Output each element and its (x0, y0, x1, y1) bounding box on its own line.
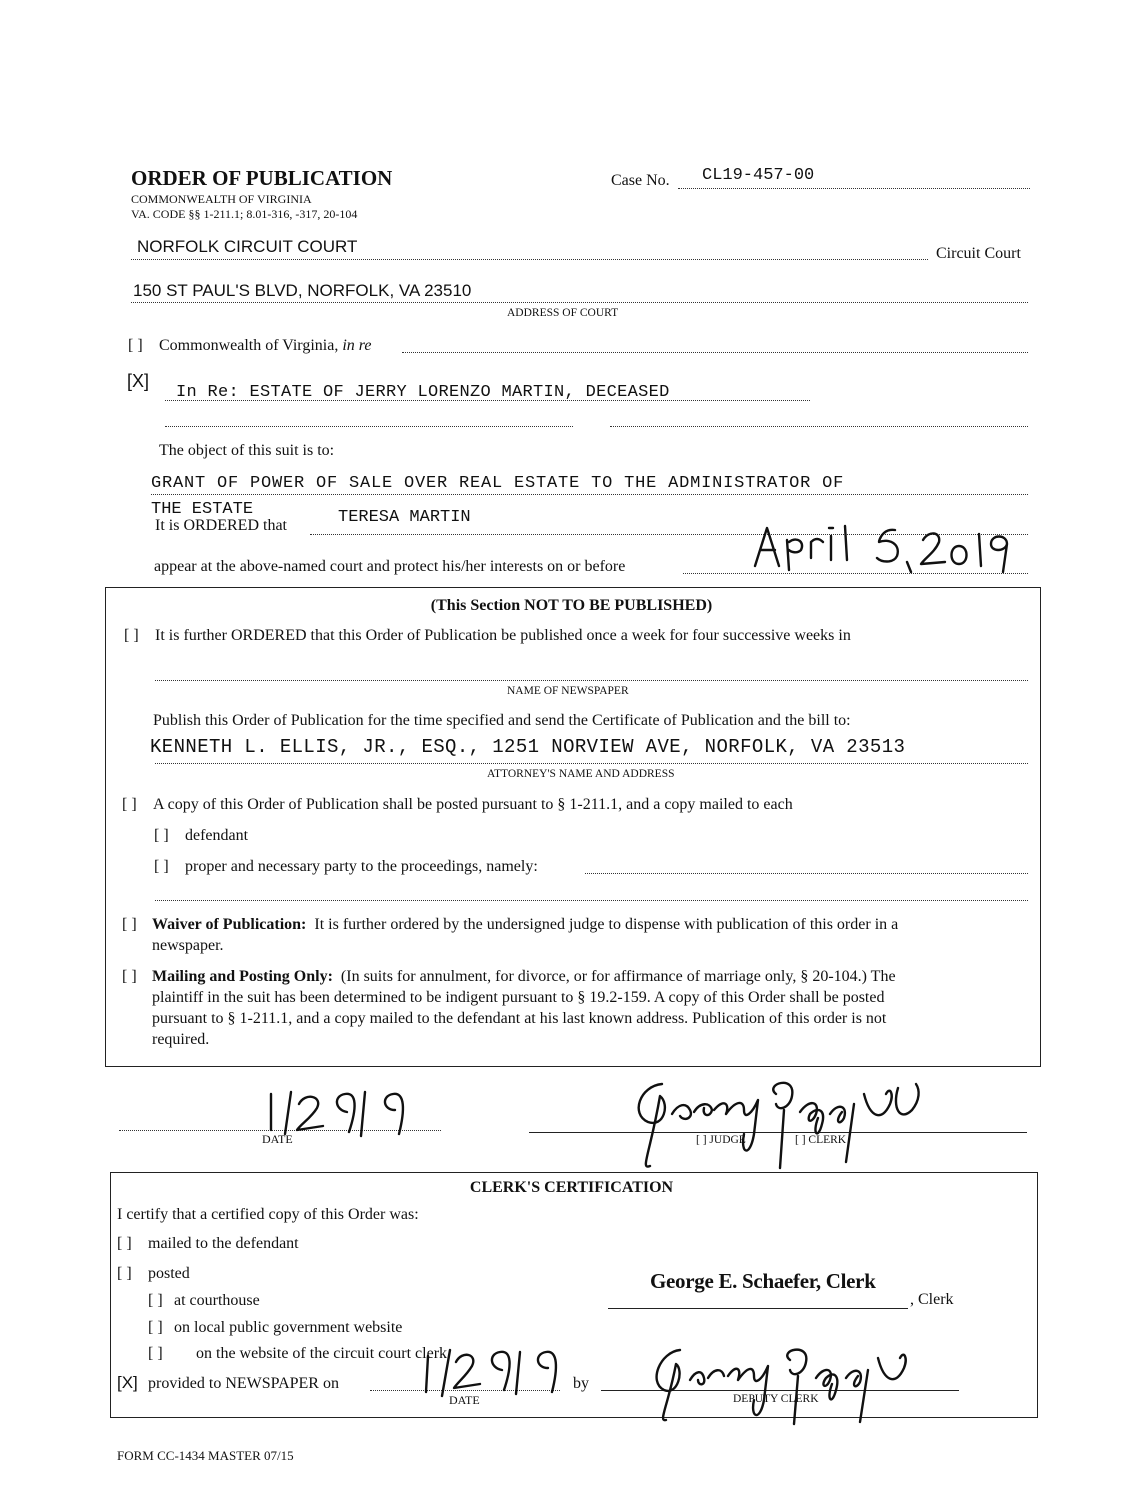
in-re-line2b (610, 426, 1028, 427)
commonwealth-label: COMMONWEALTH OF VIRGINIA (131, 192, 312, 206)
court-address[interactable]: 150 ST PAUL'S BLVD, NORFOLK, VA 23510 (133, 281, 472, 300)
object-line1[interactable]: GRANT OF POWER OF SALE OVER REAL ESTATE TO THE ADMINISTRATOR OF (151, 474, 845, 493)
in-re-value-line (165, 400, 810, 401)
appear-date-handwritten[interactable] (745, 518, 1015, 578)
clerk-website-text: on the website of the circuit court clerk (196, 1345, 448, 1362)
waiver-text2: newspaper. (152, 937, 224, 954)
commonwealth-text: Commonwealth of Virginia, in re (159, 337, 372, 354)
mailing-text2: plaintiff in the suit has been determined to be indigent pursuant to § 19.2-159. A copy of this Order shall be posted (152, 989, 885, 1006)
form-id: FORM CC-1434 MASTER 07/15 (117, 1448, 294, 1463)
case-no-label: Case No. (611, 172, 670, 189)
newspaper-date-label: DATE (449, 1393, 480, 1407)
newspaper-label: NAME OF NEWSPAPER (507, 685, 629, 697)
newspaper-provided-text: provided to NEWSPAPER on (148, 1375, 339, 1392)
object-label: The object of this suit is to: (159, 442, 335, 459)
newspaper-provided-checkbox[interactable]: [X] (117, 1373, 138, 1392)
publish-newspaper-text: It is further ORDERED that this Order of Publication be published once a week for four successive weeks in (155, 627, 851, 644)
party-text: proper and necessary party to the proceedings, namely: (185, 858, 538, 875)
court-address-line (131, 302, 1028, 303)
gov-website-checkbox[interactable]: [ ] (148, 1319, 163, 1336)
not-published-heading: (This Section NOT TO BE PUBLISHED) (430, 597, 713, 614)
commonwealth-checkbox[interactable]: [ ] (128, 337, 143, 354)
in-re-checkbox[interactable]: [X] (127, 371, 150, 391)
deputy-clerk-label: DEPUTY CLERK (733, 1393, 819, 1405)
party-checkbox[interactable]: [ ] (154, 858, 169, 875)
mailed-text: mailed to the defendant (148, 1235, 299, 1252)
clerk-name-stamp: George E. Schaefer, Clerk (650, 1269, 876, 1293)
va-code-label: VA. CODE §§ 1-211.1; 8.01-316, -317, 20-104 (131, 207, 358, 221)
courthouse-text: at courthouse (174, 1292, 260, 1309)
defendant-checkbox[interactable]: [ ] (154, 827, 169, 844)
deputy-clerk-signature (640, 1336, 915, 1426)
in-re-line2a (165, 426, 573, 427)
case-no-line (678, 188, 1030, 189)
waiver-checkbox[interactable]: [ ] (122, 916, 137, 933)
party-line2[interactable] (155, 900, 1028, 901)
attorney-label: ATTORNEY'S NAME AND ADDRESS (487, 768, 675, 780)
attorney-value[interactable]: KENNETH L. ELLIS, JR., ESQ., 1251 NORVIEW AVE, NORFOLK, VA 23513 (150, 736, 906, 758)
waiver-text: Waiver of Publication: It is further ordered by the undersigned judge to dispense with publication of this order in a (152, 916, 899, 933)
mailing-text4: required. (152, 1031, 210, 1048)
newspaper-date-handwritten[interactable] (420, 1348, 565, 1398)
in-re-line (402, 352, 1028, 353)
mailing-text3: pursuant to § 1-211.1, and a copy mailed to the defendant at his last known address. Publication of this order is not (152, 1010, 887, 1027)
circuit-court-label: Circuit Court (936, 245, 1021, 262)
order-date-label: DATE (262, 1132, 293, 1146)
clerk-suffix: , Clerk (910, 1291, 954, 1308)
clerk-website-checkbox[interactable]: [ ] (148, 1345, 163, 1362)
object-line2[interactable]: THE ESTATE (151, 500, 254, 519)
certification-heading: CLERK'S CERTIFICATION (469, 1179, 674, 1196)
publish-instructions: Publish this Order of Publication for the time specified and send the Certificate of Publication and the bill to: (153, 712, 851, 729)
posted-text: posted (148, 1265, 190, 1282)
address-of-court-label: ADDRESS OF COURT (507, 307, 619, 319)
defendant-text: defendant (185, 827, 249, 844)
posted-mailed-text: A copy of this Order of Publication shall be posted pursuant to § 1-211.1, and a copy mailed to each (153, 796, 793, 813)
party-line[interactable] (585, 873, 1028, 874)
mailing-text: Mailing and Posting Only: (In suits for annulment, for divorce, or for affirmance of marriage only, § 20-104.) The (152, 968, 896, 985)
object-line1-rule (151, 494, 1028, 495)
courthouse-checkbox[interactable]: [ ] (148, 1292, 163, 1309)
clerk-name-line (608, 1308, 908, 1309)
posted-checkbox[interactable]: [ ] (117, 1265, 132, 1282)
posted-mailed-checkbox[interactable]: [ ] (122, 796, 137, 813)
publish-newspaper-checkbox[interactable]: [ ] (124, 627, 139, 644)
court-name[interactable]: NORFOLK CIRCUIT COURT (137, 237, 358, 256)
judge-label[interactable]: [ ] JUDGE (696, 1134, 746, 1146)
certification-intro: I certify that a certified copy of this Order was: (117, 1206, 419, 1223)
attorney-line (155, 763, 1028, 764)
ordered-name[interactable]: TERESA MARTIN (338, 508, 471, 527)
in-re-value[interactable]: In Re: ESTATE OF JERRY LORENZO MARTIN, DECEASED (176, 383, 670, 402)
newspaper-line[interactable] (155, 680, 1028, 681)
clerk-label[interactable]: [ ] CLERK (795, 1134, 847, 1146)
court-name-line (131, 259, 928, 260)
mailing-checkbox[interactable]: [ ] (122, 968, 137, 985)
ordered-label: It is ORDERED that (155, 517, 287, 534)
by-label: by (573, 1375, 589, 1392)
appear-text: appear at the above-named court and protect his/her interests on or before (154, 558, 626, 575)
mailed-checkbox[interactable]: [ ] (117, 1235, 132, 1252)
case-no-value[interactable]: CL19-457-00 (702, 166, 815, 185)
gov-website-text: on local public government website (174, 1319, 403, 1336)
judge-signature (620, 1074, 965, 1174)
form-title: ORDER OF PUBLICATION (131, 166, 393, 190)
